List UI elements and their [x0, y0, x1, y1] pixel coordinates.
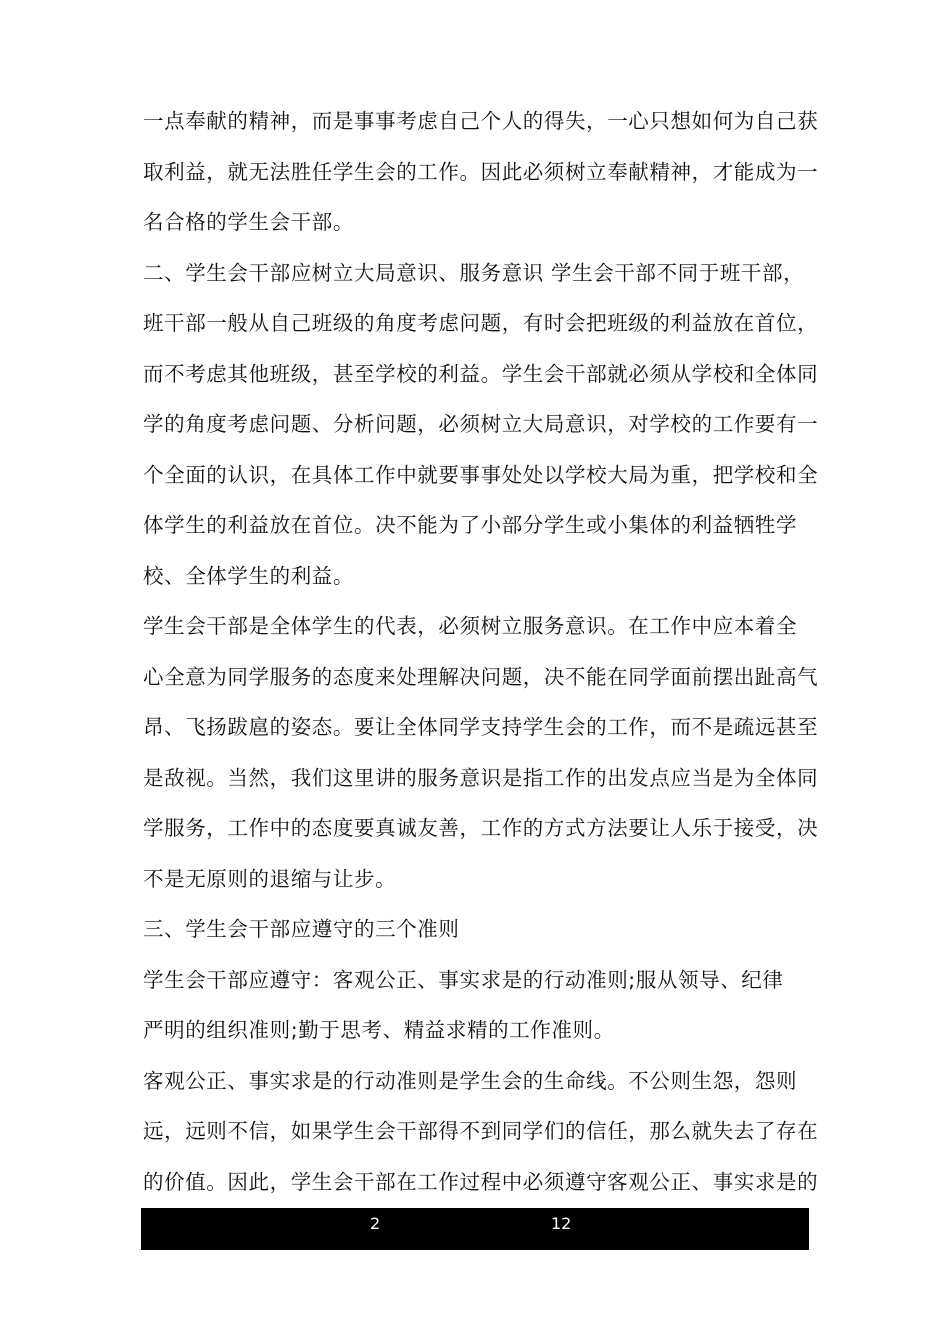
text-line: 昂、飞扬跋扈的姿态。要让全体同学支持学生会的工作，而不是疏远甚至	[143, 715, 819, 739]
document-body	[143, 96, 819, 1207]
text-line: 严明的组织准则;勤于思考、精益求精的工作准则。	[143, 1018, 615, 1042]
text-line: 名合格的学生会干部。	[143, 210, 354, 234]
text-line: 客观公正、事实求是的行动准则是学生会的生命线。不公则生怨，怨则	[143, 1068, 798, 1093]
text-line: 体学生的利益放在首位。决不能为了小部分学生或小集体的利益牺牲学	[143, 513, 798, 537]
page-number: 2	[370, 1214, 381, 1233]
text-line: 而不考虑其他班级，甚至学校的利益。学生会干部就必须从学校和全体同	[143, 361, 819, 386]
text-line: 取利益，就无法胜任学生会的工作。因此必须树立奉献精神，才能成为一	[143, 159, 819, 184]
text-line: 二、学生会干部应树立大局意识、服务意识 学生会干部不同于班干部，	[143, 260, 805, 285]
text-line: 一点奉献的精神，而是事事考虑自己个人的得失，一心只想如何为自己获	[143, 109, 819, 133]
text-line: 学生会干部应遵守：客观公正、事实求是的行动准则;服从领导、纪律	[143, 967, 784, 992]
text-line: 学的角度考虑问题、分析问题，必须树立大局意识，对学校的工作要有一	[143, 412, 819, 436]
text-line: 是敌视。当然，我们这里讲的服务意识是指工作的出发点应当是为全体同	[143, 765, 819, 790]
text-line: 的价值。因此，学生会干部在工作过程中必须遵守客观公正、事实求是的	[143, 1169, 819, 1194]
text-line: 个全面的认识，在具体工作中就要事事处处以学校大局为重，把学校和全	[143, 462, 819, 487]
text-line: 班干部一般从自己班级的角度考虑问题，有时会把班级的利益放在首位，	[143, 311, 819, 335]
section-heading: 三、学生会干部应遵守的三个准则	[143, 917, 460, 941]
page-total: 12	[551, 1214, 572, 1233]
text-line: 心全意为同学服务的态度来处理解决问题，决不能在同学面前摆出趾高气	[143, 664, 819, 689]
text-line: 学生会干部是全体学生的代表，必须树立服务意识。在工作中应本着全	[143, 614, 798, 638]
text-line: 不是无原则的退缩与让步。	[143, 866, 397, 891]
text-line: 校、全体学生的利益。	[143, 563, 354, 588]
text-line: 远，远则不信，如果学生会干部得不到同学们的信任，那么就失去了存在	[143, 1119, 819, 1143]
text-line: 学服务，工作中的态度要真诚友善，工作的方式方法要让人乐于接受，决	[143, 816, 819, 840]
page-footer	[141, 1208, 809, 1250]
